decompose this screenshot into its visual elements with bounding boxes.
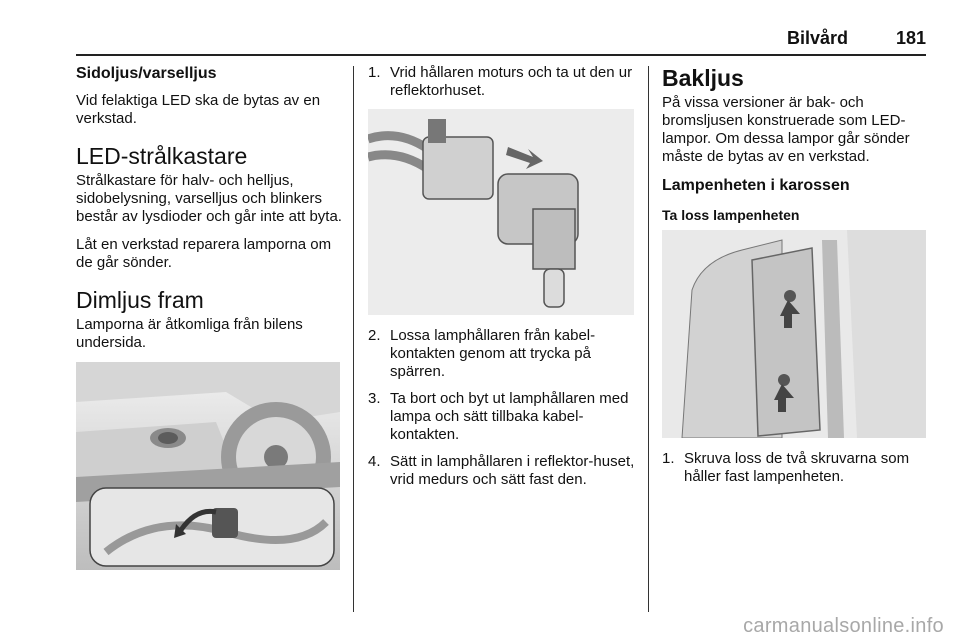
watermark: carmanualsonline.info — [743, 615, 944, 637]
list-item — [368, 64, 636, 100]
step-number: 1. — [368, 64, 381, 81]
column-divider — [648, 66, 649, 612]
bulb-holder-illustration — [368, 109, 634, 315]
section-title: Bilvård — [786, 28, 848, 48]
step-text: Sätt in lamphållaren i reflektor-huset, vrid medurs och sätt fast den. — [390, 453, 635, 488]
heading-led-headlights: LED-strålkastare — [76, 143, 248, 169]
list-item — [368, 453, 636, 489]
heading-sidelights: Sidoljus/varselljus — [76, 65, 217, 82]
step-text: Lossa lamphållaren från kabel-kontakten genom att trycka på spärren. — [390, 327, 596, 380]
column-divider — [353, 66, 354, 612]
step-number: 3. — [368, 390, 381, 407]
heading-remove-lamp-unit: Ta loss lampenheten — [662, 207, 800, 223]
steps-list-rear — [662, 450, 926, 486]
step-text: Vrid hållaren moturs och ta ut den ur reflektorhuset. — [390, 64, 633, 99]
step-number: 2. — [368, 327, 381, 344]
tail-lamp-illustration — [662, 230, 926, 438]
heading-lamp-unit: Lampenheten i karossen — [662, 177, 850, 194]
heading-tail-lights: Bakljus — [662, 65, 744, 91]
paragraph-fog: Lamporna är åtkomliga från bilens undersida. — [76, 316, 303, 351]
step-text: Ta bort och byt ut lamphållaren med lampa och sätt tillbaka kabel-kontakten. — [390, 390, 629, 443]
page-number: 181 — [895, 28, 926, 48]
column-left — [76, 64, 342, 582]
paragraph-tail-lights: På vissa versioner är bak- och bromsljusen konstruerade som LED-lampor. Om dessa lampor går sönder måste de bytas av en verkstad. — [662, 94, 910, 165]
step-text: Skruva loss de två skruvarna som håller fast lampenheten. — [684, 450, 910, 485]
paragraph-led-1: Strålkastare för halv- och helljus, sidobelysning, varselljus och blinkers består av lysdioder och går inte att byta. — [76, 172, 342, 225]
list-item — [662, 450, 926, 486]
paragraph-sidelights: Vid felaktiga LED ska de bytas av en verkstad. — [76, 92, 321, 127]
step-number: 1. — [662, 450, 675, 467]
column-middle — [368, 64, 636, 498]
paragraph-led-2: Låt en verkstad reparera lamporna om de går sönder. — [76, 236, 332, 271]
fog-light-illustration — [76, 362, 340, 570]
list-item — [368, 390, 636, 444]
step-number: 4. — [368, 453, 381, 470]
heading-fog-lights: Dimljus fram — [76, 287, 204, 313]
page-header — [76, 24, 926, 56]
steps-list-front — [368, 64, 636, 100]
column-right — [662, 64, 926, 495]
list-item — [368, 327, 636, 381]
steps-list-front-continued — [368, 327, 636, 489]
